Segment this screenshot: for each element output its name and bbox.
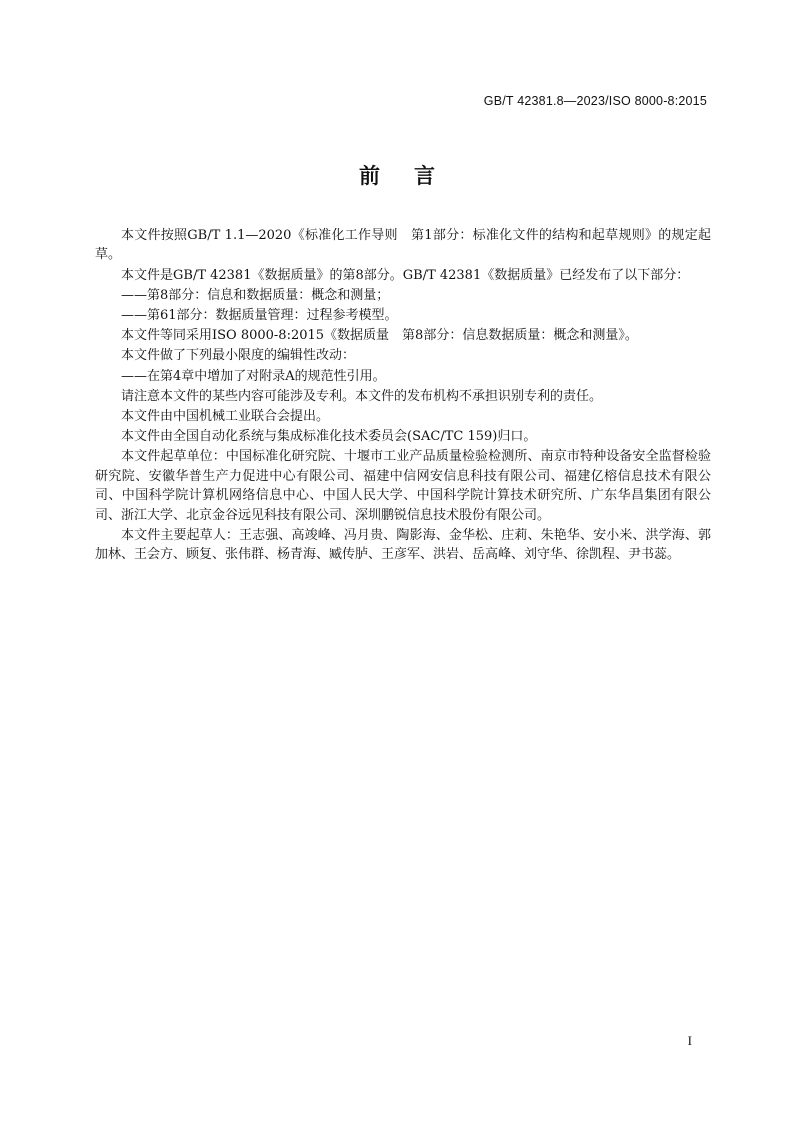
paragraph-part-intro: 本文件是GB/T 42381《数据质量》的第8部分。GB/T 42381《数据质量》已经发布了以下部分： xyxy=(121,267,690,283)
paragraph-drafters: 本文件主要起草人：王志强、高竣峰、冯月贵、陶影海、金华松、庄莉、朱艳华、安小米、洪学海、郭加林、王会方、顾复、张伟群、杨青海、臧传胪、王彦军、洪岩、岳高峰、刘守华、徐凯程、尹书蕊。 xyxy=(95,527,711,563)
standard-number-header: GB/T 42381.8—2023/ISO 8000-8:2015 xyxy=(483,94,707,108)
paragraph-editorial-changes: 本文件做了下列最小限度的编辑性改动： xyxy=(121,348,356,364)
page-title: 前言 xyxy=(359,164,469,188)
paragraph-drafting-units: 本文件起草单位：中国标准化研究院、十堰市工业产品质量检验检测所、南京市特种设备安全监督检验研究院、安徽华普生产力促进中心有限公司、福建中信网安信息科技有限公司、福建亿榕信息技术有限公司、中国科学院计算机网络信息中心、中国人民大学、中国科学院计算技术研究所、广东华昌集团有限公司、浙江大学、北京金谷远见科技有限公司、深圳鹏锐信息技术股份有限公司。 xyxy=(95,449,711,523)
paragraph-proposer: 本文件由中国机械工业联合会提出。 xyxy=(121,409,330,425)
paragraph-drafting-rules: 本文件按照GB/T 1.1—2020《标准化工作导则 第1部分：标准化文件的结构和起草规则》的规定起草。 xyxy=(95,228,711,263)
list-item-part-61: ——第61部分：数据质量管理：过程参考模型。 xyxy=(121,308,398,324)
paragraph-patent-notice: 请注意本文件的某些内容可能涉及专利。本文件的发布机构不承担识别专利的责任。 xyxy=(121,388,603,404)
page-number: I xyxy=(687,1033,692,1048)
paragraph-committee: 本文件由全国自动化系统与集成标准化技术委员会(SAC/TC 159)归口。 xyxy=(121,429,537,445)
foreword-body xyxy=(95,226,711,565)
list-item-annex-reference: ——在第4章中增加了对附录A的规范性引用。 xyxy=(121,368,386,384)
list-item-part-8: ——第8部分：信息和数据质量：概念和测量； xyxy=(121,287,390,303)
paragraph-iso-adoption: 本文件等同采用ISO 8000-8:2015《数据质量 第8部分：信息数据质量：概念和测量》。 xyxy=(121,328,638,344)
